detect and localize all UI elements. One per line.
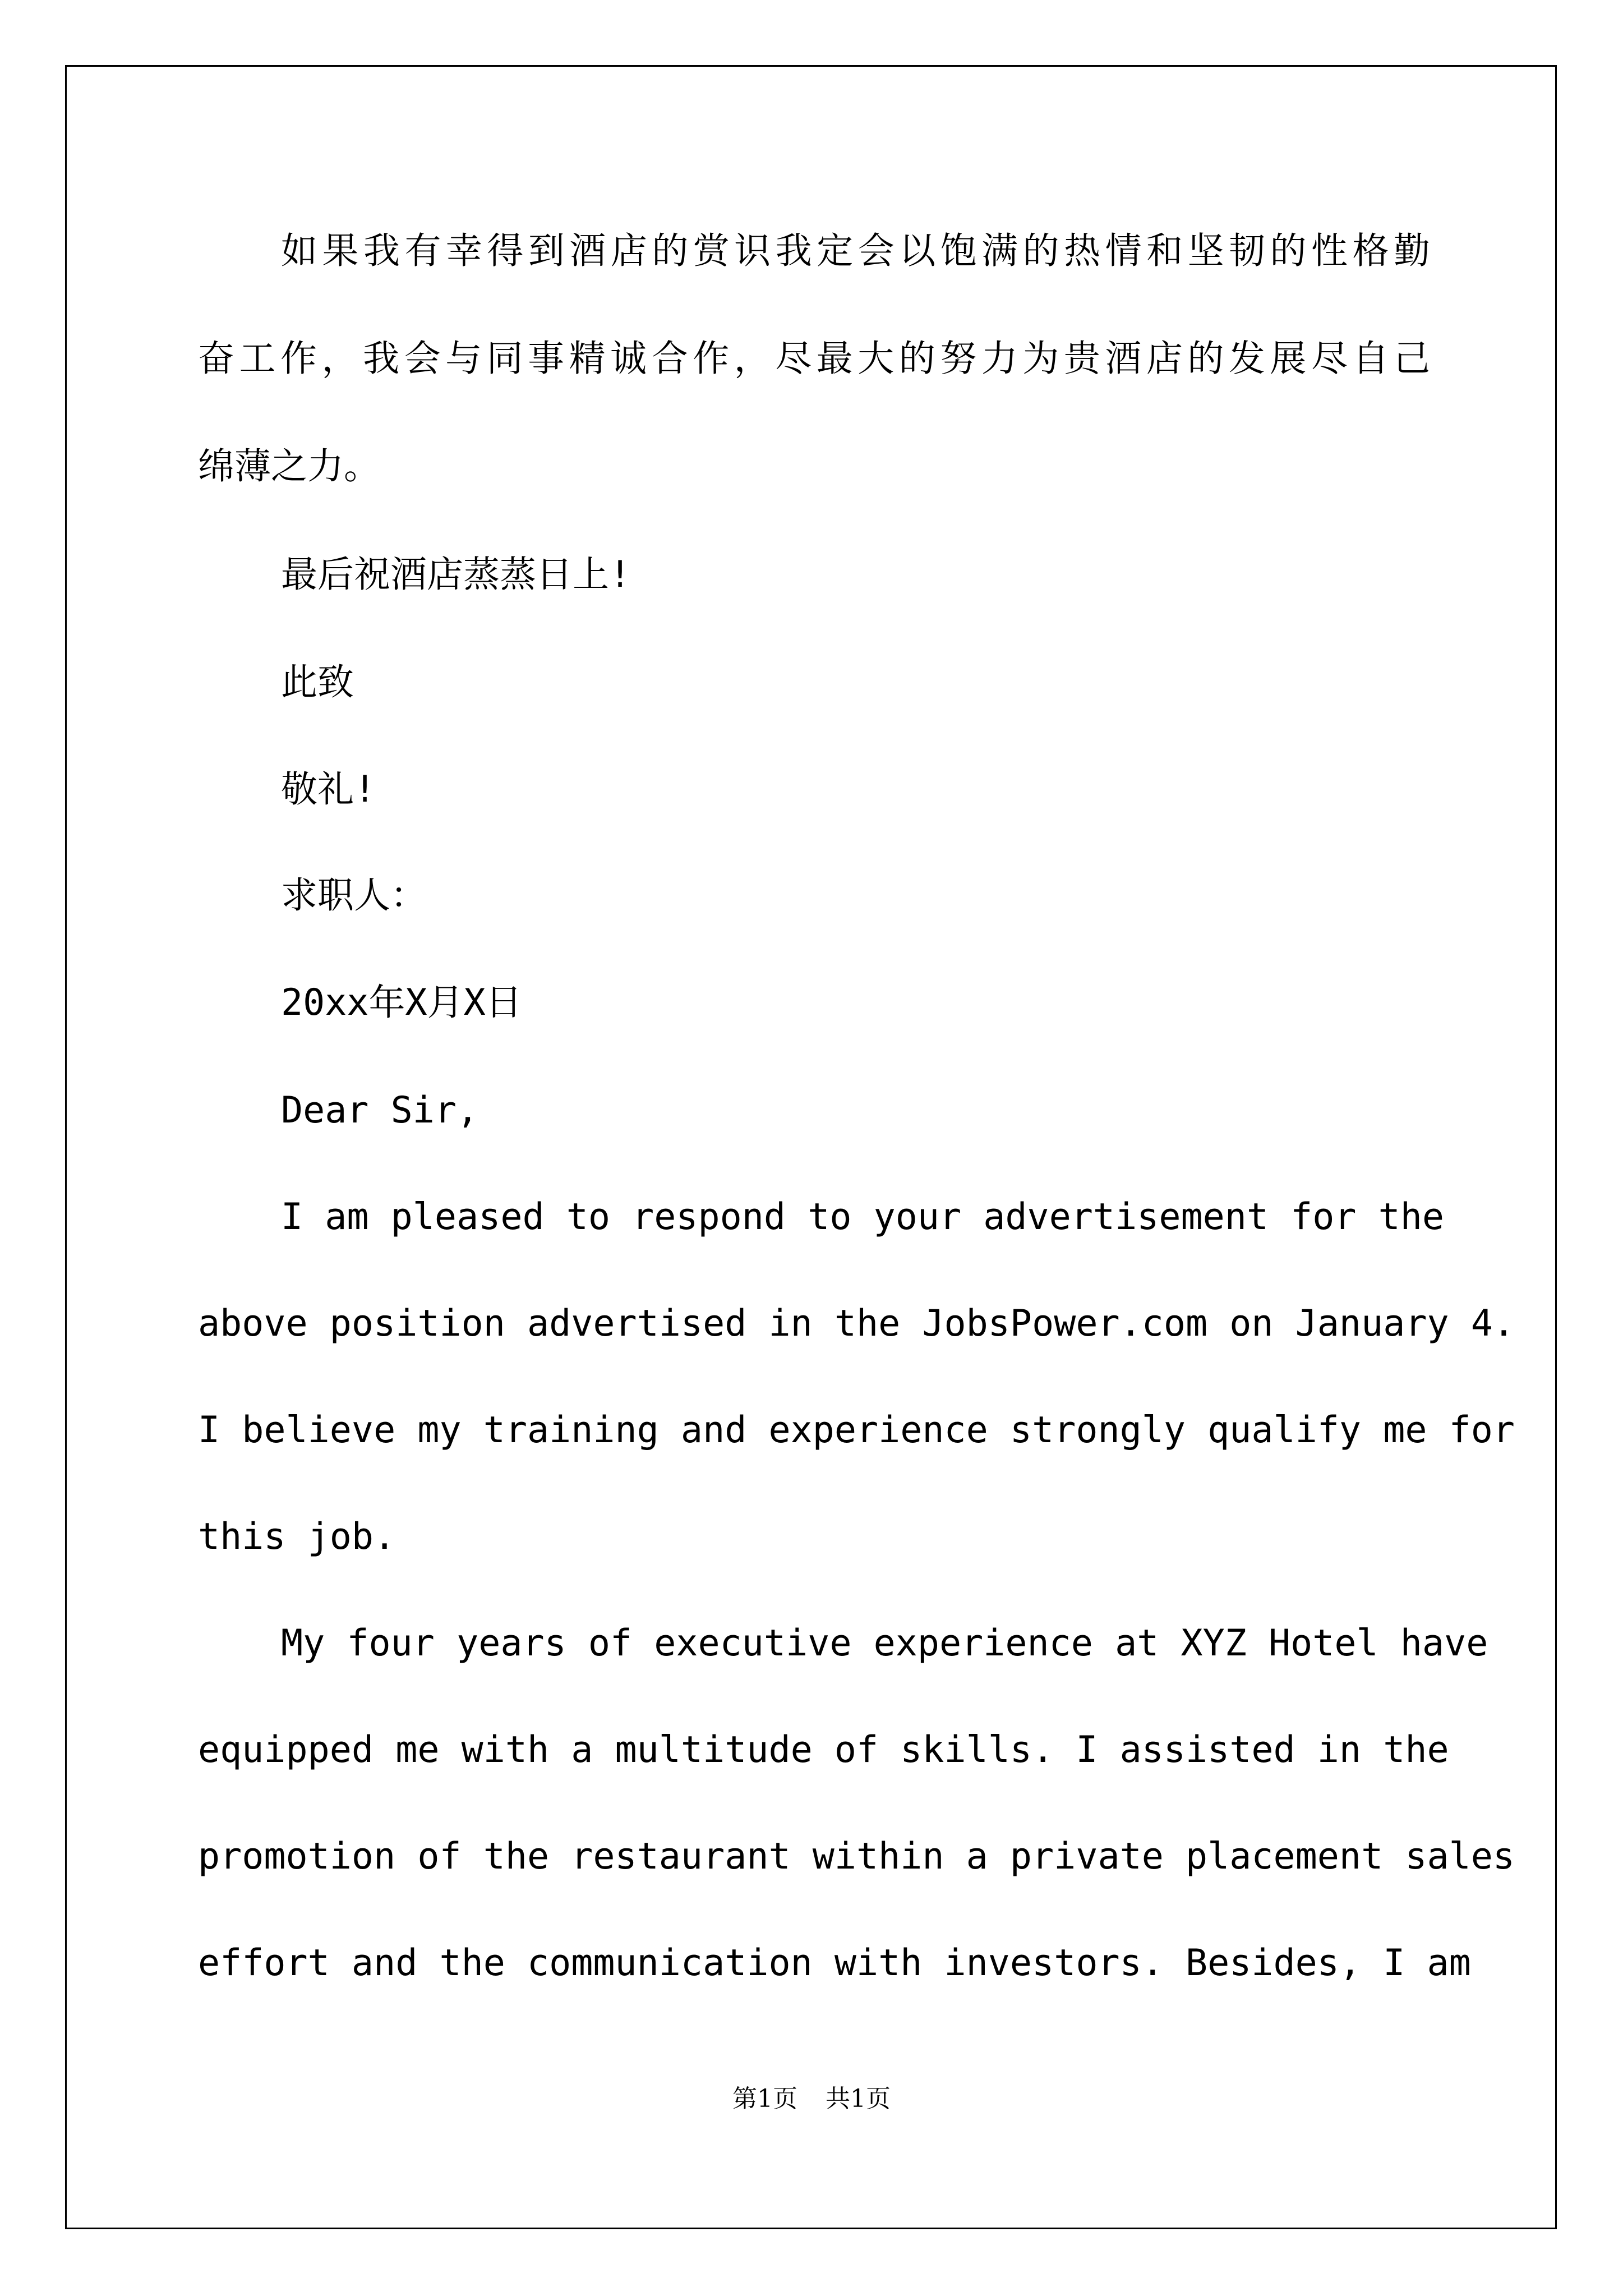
paragraph-2-line-2: above position advertised in the JobsPower.com on January 4.	[198, 1303, 1515, 1345]
salutation-ci-zhi: 此致	[281, 661, 354, 703]
date-line: 20xx年X月X日	[281, 982, 522, 1024]
page-border	[65, 65, 1557, 2229]
page-number-total: 共1页	[826, 2085, 891, 2113]
salutation-jing-li: 敬礼!	[281, 769, 376, 811]
paragraph-3-line-2: equipped me with a multitude of skills. I assisted in the	[198, 1729, 1449, 1771]
paragraph-2-line-4: this job.	[198, 1516, 396, 1558]
greeting: Dear Sir,	[281, 1089, 479, 1131]
paragraph-1-line-1: 如果我有幸得到酒店的赏识我定会以饱满的热情和坚韧的性格勤	[281, 230, 1430, 272]
paragraph-3-line-1: My four years of executive experience at XYZ Hotel have	[281, 1622, 1488, 1664]
applicant-label: 求职人：	[281, 875, 427, 917]
paragraph-2-line-3: I believe my training and experience strongly qualify me for	[198, 1409, 1515, 1451]
page-number-current: 第1页	[732, 2085, 797, 2113]
paragraph-1-line-2: 奋工作，我会与同事精诚合作，尽最大的努力为贵酒店的发展尽自己	[198, 338, 1430, 380]
paragraph-2-line-1: I am pleased to respond to your advertisement for the	[281, 1196, 1445, 1238]
page-footer	[0, 2082, 1623, 2116]
closing-wish: 最后祝酒店蒸蒸日上!	[281, 554, 631, 596]
paragraph-3-line-4: effort and the communication with investors. Besides, I am	[198, 1942, 1471, 1984]
paragraph-1-line-3: 绵薄之力。	[198, 445, 381, 487]
paragraph-3-line-3: promotion of the restaurant within a private placement sales	[198, 1835, 1515, 1878]
